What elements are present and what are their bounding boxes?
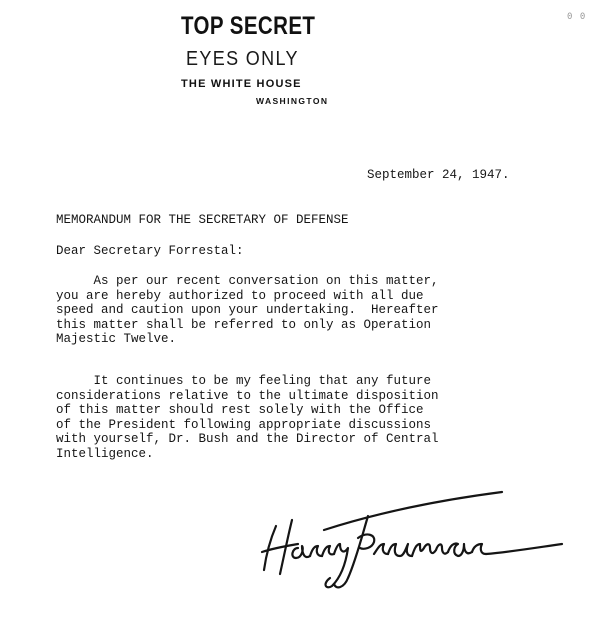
letterhead-city: WASHINGTON xyxy=(256,96,329,106)
letterhead-office: THE WHITE HOUSE xyxy=(181,78,302,90)
memo-date: September 24, 1947. xyxy=(367,168,510,182)
memo-salutation: Dear Secretary Forrestal: xyxy=(56,244,244,258)
memo-paragraph-2: It continues to be my feeling that any future considerations relative to the ultimate disposition of this matter should rest solely with the Office of the President following appropriate discussions with yourself, Dr. Bush and the Director of Central Intelligence. xyxy=(56,374,439,461)
memo-paragraph-1: As per our recent conversation on this matter, you are hereby authorized to proceed with all due speed and caution upon your undertaking. Hereafter this matter shall be referred to only as Operation Majestic Twelve. xyxy=(56,274,439,346)
signature-strokes xyxy=(262,492,562,587)
memo-subject: MEMORANDUM FOR THE SECRETARY OF DEFENSE xyxy=(56,213,349,227)
page-mark: 0 0 xyxy=(567,12,587,22)
classification-stamp: TOP SECRET xyxy=(181,12,316,40)
handling-stamp: EYES ONLY xyxy=(186,48,299,70)
signature-image xyxy=(240,478,570,598)
